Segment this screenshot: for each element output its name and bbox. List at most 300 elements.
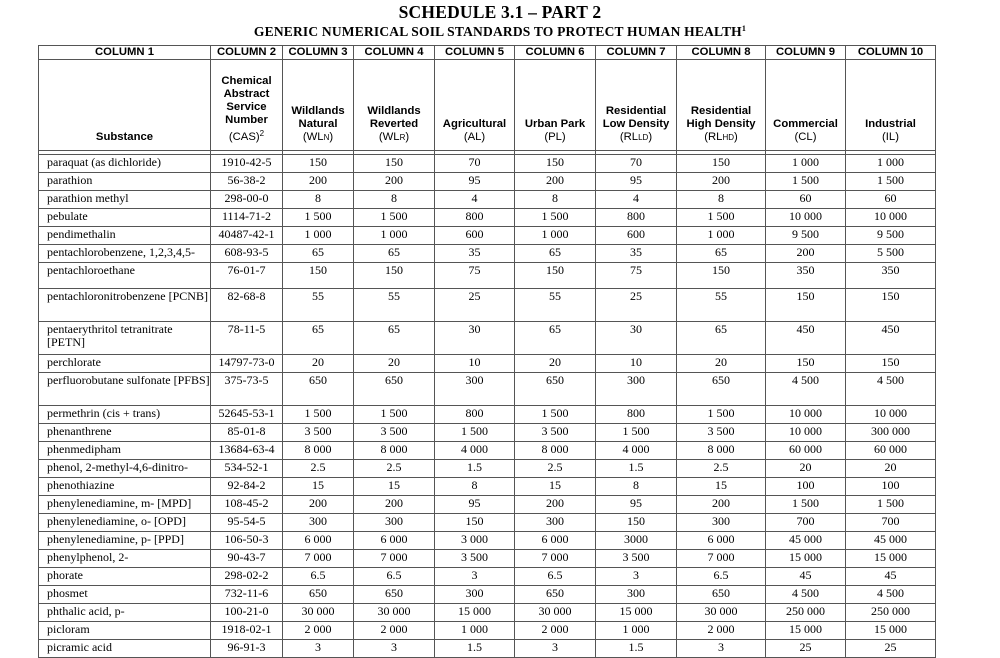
standard-value-al: 3 500 — [435, 550, 515, 568]
header-agricultural — [435, 60, 515, 151]
substance-name: phenylenediamine, m- [MPD] — [39, 496, 211, 514]
subtitle-text: GENERIC NUMERICAL SOIL STANDARDS TO PROTECT HUMAN HEALTH — [253, 24, 742, 39]
abbr-close: ) — [648, 131, 653, 143]
standard-value-wln: 8 — [283, 191, 354, 209]
standard-value-wln: 200 — [283, 496, 354, 514]
standard-value-rlld: 25 — [596, 289, 677, 322]
standard-value-al: 1.5 — [435, 640, 515, 658]
table-row — [39, 263, 936, 289]
standard-value-rlhd: 6.5 — [677, 568, 766, 586]
column-number-2: COLUMN 2 — [211, 46, 283, 60]
standard-value-wlr: 15 — [354, 478, 435, 496]
standard-value-al: 800 — [435, 406, 515, 424]
header-label: Wildlands Reverted — [367, 105, 421, 130]
standard-value-cl: 60 000 — [766, 442, 846, 460]
standard-value-wln: 200 — [283, 173, 354, 191]
standard-value-cl: 1 000 — [766, 155, 846, 173]
substance-name: pendimethalin — [39, 227, 211, 245]
standard-value-wlr: 8 — [354, 191, 435, 209]
standard-value-rlld: 3000 — [596, 532, 677, 550]
table-row — [39, 496, 936, 514]
cas-number: 608-93-5 — [211, 245, 283, 263]
standard-value-rlld: 1 500 — [596, 424, 677, 442]
standard-value-rlhd: 2 000 — [677, 622, 766, 640]
abbr-close: ) — [734, 131, 738, 143]
table-row — [39, 478, 936, 496]
standard-value-wln: 1 500 — [283, 209, 354, 227]
table-row — [39, 424, 936, 442]
column-number-4: COLUMN 4 — [354, 46, 435, 60]
table-row — [39, 532, 936, 550]
substance-name: perchlorate — [39, 355, 211, 373]
substance-name: phenylenediamine, p- [PPD] — [39, 532, 211, 550]
header-urban-park — [515, 60, 596, 151]
standard-value-al: 8 — [435, 478, 515, 496]
standard-value-cl: 60 — [766, 191, 846, 209]
standard-value-rlld: 300 — [596, 373, 677, 406]
table-row — [39, 568, 936, 586]
cas-number: 13684-63-4 — [211, 442, 283, 460]
standard-value-al: 95 — [435, 173, 515, 191]
table-row — [39, 442, 936, 460]
column-header-row — [39, 60, 936, 151]
header-label: Agricultural — [442, 118, 507, 130]
standard-value-rlld: 3 — [596, 568, 677, 586]
standard-value-il: 60 — [846, 191, 936, 209]
standard-value-il: 350 — [846, 263, 936, 289]
table-row — [39, 322, 936, 355]
standard-value-il: 150 — [846, 289, 936, 322]
header-abbreviation — [354, 131, 434, 144]
standard-value-pl: 650 — [515, 586, 596, 604]
substance-name: pentaerythritol tetranitrate [PETN] — [39, 322, 211, 355]
standard-value-pl: 7 000 — [515, 550, 596, 568]
standard-value-wln: 150 — [283, 263, 354, 289]
abbr-text: (RL — [704, 131, 723, 143]
abbr-text: (WL — [302, 131, 324, 143]
standard-value-al: 4 000 — [435, 442, 515, 460]
standard-value-pl: 65 — [515, 245, 596, 263]
cas-number: 100-21-0 — [211, 604, 283, 622]
column-number-6: COLUMN 6 — [515, 46, 596, 60]
standard-value-wlr: 1 000 — [354, 227, 435, 245]
standard-value-cl: 4 500 — [766, 586, 846, 604]
header-wildlands-natural — [283, 60, 354, 151]
standard-value-cl: 1 500 — [766, 496, 846, 514]
standard-value-al: 800 — [435, 209, 515, 227]
standard-value-pl: 1 000 — [515, 227, 596, 245]
header-abbreviation — [515, 131, 595, 144]
standard-value-rlhd: 7 000 — [677, 550, 766, 568]
standard-value-wlr: 3 500 — [354, 424, 435, 442]
standard-value-rlld: 1.5 — [596, 460, 677, 478]
standard-value-al: 15 000 — [435, 604, 515, 622]
abbr-text: (WL — [378, 131, 400, 143]
substance-name: parathion methyl — [39, 191, 211, 209]
standard-value-il: 10 000 — [846, 209, 936, 227]
standard-value-wlr: 200 — [354, 173, 435, 191]
standard-value-al: 3 000 — [435, 532, 515, 550]
standard-value-al: 600 — [435, 227, 515, 245]
standard-value-rlhd: 55 — [677, 289, 766, 322]
standard-value-wln: 6 000 — [283, 532, 354, 550]
abbr-text: (CAS) — [228, 131, 260, 143]
standard-value-rlld: 300 — [596, 586, 677, 604]
standard-value-al: 25 — [435, 289, 515, 322]
standard-value-cl: 4 500 — [766, 373, 846, 406]
standard-value-wln: 2.5 — [283, 460, 354, 478]
standard-value-wlr: 150 — [354, 155, 435, 173]
substance-name: pentachlorobenzene, 1,2,3,4,5- — [39, 245, 211, 263]
standard-value-cl: 1 500 — [766, 173, 846, 191]
cas-number: 14797-73-0 — [211, 355, 283, 373]
standard-value-pl: 6.5 — [515, 568, 596, 586]
standard-value-rlhd: 150 — [677, 263, 766, 289]
header-cas-number — [211, 60, 283, 151]
standard-value-il: 1 500 — [846, 496, 936, 514]
standard-value-il: 20 — [846, 460, 936, 478]
standard-value-wlr: 6.5 — [354, 568, 435, 586]
cas-number: 92-84-2 — [211, 478, 283, 496]
standard-value-rlld: 1.5 — [596, 640, 677, 658]
standard-value-il: 15 000 — [846, 622, 936, 640]
standard-value-wlr: 2.5 — [354, 460, 435, 478]
cas-number: 96-91-3 — [211, 640, 283, 658]
standard-value-al: 150 — [435, 514, 515, 532]
header-label: Urban Park — [524, 118, 586, 130]
standard-value-pl: 8 000 — [515, 442, 596, 460]
standard-value-al: 10 — [435, 355, 515, 373]
abbr-close: ) — [329, 131, 334, 143]
standard-value-wln: 650 — [283, 586, 354, 604]
standard-value-wln: 1 000 — [283, 227, 354, 245]
table-row — [39, 460, 936, 478]
standard-value-rlhd: 300 — [677, 514, 766, 532]
standard-value-rlhd: 650 — [677, 586, 766, 604]
standard-value-rlhd: 20 — [677, 355, 766, 373]
standard-value-cl: 45 — [766, 568, 846, 586]
standard-value-al: 3 — [435, 568, 515, 586]
standard-value-wln: 8 000 — [283, 442, 354, 460]
standard-value-rlld: 75 — [596, 263, 677, 289]
substance-name: phenylphenol, 2- — [39, 550, 211, 568]
standard-value-pl: 150 — [515, 155, 596, 173]
standard-value-rlld: 30 — [596, 322, 677, 355]
standard-value-rlld: 4 000 — [596, 442, 677, 460]
header-abbreviation — [677, 131, 765, 144]
header-label: Residential High Density — [686, 105, 756, 130]
standard-value-rlld: 3 500 — [596, 550, 677, 568]
standard-value-wln: 1 500 — [283, 406, 354, 424]
table-row — [39, 586, 936, 604]
standard-value-rlld: 10 — [596, 355, 677, 373]
column-number-7: COLUMN 7 — [596, 46, 677, 60]
standard-value-wln: 300 — [283, 514, 354, 532]
standard-value-al: 95 — [435, 496, 515, 514]
standard-value-pl: 150 — [515, 263, 596, 289]
standard-value-il: 4 500 — [846, 586, 936, 604]
standard-value-rlld: 4 — [596, 191, 677, 209]
standard-value-il: 1 500 — [846, 173, 936, 191]
header-commercial — [766, 60, 846, 151]
standard-value-wln: 7 000 — [283, 550, 354, 568]
header-label: Commercial — [773, 118, 838, 130]
standard-value-al: 4 — [435, 191, 515, 209]
standard-value-cl: 45 000 — [766, 532, 846, 550]
abbr-text: (CL) — [794, 131, 817, 143]
standard-value-wlr: 200 — [354, 496, 435, 514]
standard-value-cl: 200 — [766, 245, 846, 263]
table-row — [39, 173, 936, 191]
schedule-subtitle — [0, 24, 1000, 40]
abbr-subscript: N — [323, 133, 330, 142]
cas-number: 76-01-7 — [211, 263, 283, 289]
header-residential-high-density — [677, 60, 766, 151]
substance-name: picloram — [39, 622, 211, 640]
table-row — [39, 622, 936, 640]
standard-value-wln: 65 — [283, 322, 354, 355]
cas-number: 1918-02-1 — [211, 622, 283, 640]
cas-number: 106-50-3 — [211, 532, 283, 550]
substance-name: pentachloronitrobenzene [PCNB] — [39, 289, 211, 322]
header-abbreviation — [283, 131, 353, 144]
standard-value-wln: 65 — [283, 245, 354, 263]
header-abbreviation — [846, 131, 935, 144]
standard-value-wlr: 1 500 — [354, 406, 435, 424]
cas-number: 90-43-7 — [211, 550, 283, 568]
standard-value-il: 15 000 — [846, 550, 936, 568]
substance-name: pebulate — [39, 209, 211, 227]
header-abbreviation — [211, 127, 282, 144]
standard-value-cl: 450 — [766, 322, 846, 355]
cas-number: 1114-71-2 — [211, 209, 283, 227]
cas-number: 375-73-5 — [211, 373, 283, 406]
standard-value-al: 1.5 — [435, 460, 515, 478]
cas-number: 78-11-5 — [211, 322, 283, 355]
table-row — [39, 604, 936, 622]
standard-value-wln: 650 — [283, 373, 354, 406]
schedule-title: SCHEDULE 3.1 – PART 2 — [398, 2, 602, 22]
standard-value-wln: 6.5 — [283, 568, 354, 586]
standard-value-al: 300 — [435, 373, 515, 406]
standard-value-al: 30 — [435, 322, 515, 355]
standard-value-rlhd: 15 — [677, 478, 766, 496]
standard-value-il: 9 500 — [846, 227, 936, 245]
standard-value-il: 450 — [846, 322, 936, 355]
standard-value-rlhd: 200 — [677, 496, 766, 514]
header-wildlands-reverted — [354, 60, 435, 151]
standard-value-rlld: 1 000 — [596, 622, 677, 640]
standard-value-rlhd: 1 000 — [677, 227, 766, 245]
standard-value-al: 300 — [435, 586, 515, 604]
standard-value-rlhd: 65 — [677, 322, 766, 355]
substance-name: pentachloroethane — [39, 263, 211, 289]
standard-value-rlld: 95 — [596, 173, 677, 191]
standard-value-rlld: 150 — [596, 514, 677, 532]
standard-value-cl: 250 000 — [766, 604, 846, 622]
cas-number: 732-11-6 — [211, 586, 283, 604]
column-number-5: COLUMN 5 — [435, 46, 515, 60]
header-abbreviation — [766, 131, 845, 144]
standard-value-pl: 3 500 — [515, 424, 596, 442]
standard-value-pl: 15 — [515, 478, 596, 496]
standard-value-al: 35 — [435, 245, 515, 263]
standard-value-rlhd: 8 — [677, 191, 766, 209]
standard-value-il: 45 — [846, 568, 936, 586]
abbr-text: (PL) — [544, 131, 566, 143]
column-number-8: COLUMN 8 — [677, 46, 766, 60]
standard-value-rlhd: 1 500 — [677, 406, 766, 424]
standard-value-rlld: 600 — [596, 227, 677, 245]
cas-number: 108-45-2 — [211, 496, 283, 514]
standard-value-rlld: 8 — [596, 478, 677, 496]
abbr-subscript: HD — [722, 133, 734, 142]
standard-value-wlr: 30 000 — [354, 604, 435, 622]
standard-value-wln: 55 — [283, 289, 354, 322]
standard-value-wlr: 650 — [354, 373, 435, 406]
standard-value-pl: 2.5 — [515, 460, 596, 478]
table-row — [39, 640, 936, 658]
header-label: Residential Low Density — [602, 105, 670, 130]
standard-value-pl: 55 — [515, 289, 596, 322]
cas-number: 1910-42-5 — [211, 155, 283, 173]
standard-value-pl: 30 000 — [515, 604, 596, 622]
table-row — [39, 227, 936, 245]
standard-value-cl: 10 000 — [766, 424, 846, 442]
standard-value-wlr: 650 — [354, 586, 435, 604]
substance-name: permethrin (cis + trans) — [39, 406, 211, 424]
table-row — [39, 355, 936, 373]
standard-value-il: 250 000 — [846, 604, 936, 622]
standard-value-pl: 1 500 — [515, 406, 596, 424]
soil-standards-table — [38, 45, 936, 658]
cas-number: 82-68-8 — [211, 289, 283, 322]
standard-value-cl: 700 — [766, 514, 846, 532]
standard-value-cl: 15 000 — [766, 550, 846, 568]
standard-value-wlr: 3 — [354, 640, 435, 658]
standard-value-wlr: 8 000 — [354, 442, 435, 460]
substance-name: phenol, 2-methyl-4,6-dinitro- — [39, 460, 211, 478]
standard-value-wln: 150 — [283, 155, 354, 173]
standard-value-cl: 15 000 — [766, 622, 846, 640]
substance-name: picramic acid — [39, 640, 211, 658]
standard-value-pl: 20 — [515, 355, 596, 373]
standard-value-rlhd: 65 — [677, 245, 766, 263]
header-label: Industrial — [865, 118, 916, 130]
standard-value-rlld: 800 — [596, 406, 677, 424]
column-number-9: COLUMN 9 — [766, 46, 846, 60]
table-row — [39, 550, 936, 568]
standard-value-il: 60 000 — [846, 442, 936, 460]
standard-value-wlr: 6 000 — [354, 532, 435, 550]
standard-value-wlr: 1 500 — [354, 209, 435, 227]
header-residential-low-density — [596, 60, 677, 151]
standard-value-il: 10 000 — [846, 406, 936, 424]
cas-number: 298-00-0 — [211, 191, 283, 209]
abbr-subscript: R — [399, 133, 406, 142]
standard-value-il: 300 000 — [846, 424, 936, 442]
abbr-text: (RL — [619, 131, 639, 143]
standard-value-rlhd: 30 000 — [677, 604, 766, 622]
standard-value-wlr: 65 — [354, 322, 435, 355]
standard-value-pl: 6 000 — [515, 532, 596, 550]
abbr-close: ) — [405, 131, 410, 143]
table-body — [39, 155, 936, 658]
standard-value-wlr: 300 — [354, 514, 435, 532]
standard-value-rlhd: 6 000 — [677, 532, 766, 550]
standard-value-al: 1 500 — [435, 424, 515, 442]
standard-value-rlld: 35 — [596, 245, 677, 263]
substance-name: phenylenediamine, o- [OPD] — [39, 514, 211, 532]
standard-value-rlld: 70 — [596, 155, 677, 173]
standard-value-pl: 2 000 — [515, 622, 596, 640]
column-number-10: COLUMN 10 — [846, 46, 936, 60]
standard-value-wlr: 20 — [354, 355, 435, 373]
standard-value-wln: 30 000 — [283, 604, 354, 622]
table-row — [39, 245, 936, 263]
abbr-text: (IL) — [882, 131, 899, 143]
column-number-1: COLUMN 1 — [39, 46, 211, 60]
substance-name: perfluorobutane sulfonate [PFBS] — [39, 373, 211, 406]
cas-number: 85-01-8 — [211, 424, 283, 442]
standard-value-rlhd: 8 000 — [677, 442, 766, 460]
table-row — [39, 514, 936, 532]
standard-value-pl: 8 — [515, 191, 596, 209]
standard-value-cl: 100 — [766, 478, 846, 496]
header-industrial — [846, 60, 936, 151]
header-abbreviation — [596, 131, 676, 144]
substance-name: phthalic acid, p- — [39, 604, 211, 622]
header-label: Substance — [95, 131, 154, 143]
cas-number: 298-02-2 — [211, 568, 283, 586]
standard-value-cl: 20 — [766, 460, 846, 478]
standard-value-cl: 9 500 — [766, 227, 846, 245]
standard-value-rlhd: 150 — [677, 155, 766, 173]
standard-value-il: 25 — [846, 640, 936, 658]
standard-value-cl: 10 000 — [766, 406, 846, 424]
standard-value-pl: 300 — [515, 514, 596, 532]
table-row — [39, 209, 936, 227]
standard-value-wln: 15 — [283, 478, 354, 496]
standard-value-rlhd: 1 500 — [677, 209, 766, 227]
substance-name: phorate — [39, 568, 211, 586]
cas-number: 40487-42-1 — [211, 227, 283, 245]
subtitle-footnote: 1 — [741, 24, 747, 33]
standard-value-il: 1 000 — [846, 155, 936, 173]
standard-value-pl: 65 — [515, 322, 596, 355]
standard-value-wln: 20 — [283, 355, 354, 373]
header-label: Chemical Abstract Service Number — [221, 75, 272, 126]
standard-value-pl: 1 500 — [515, 209, 596, 227]
abbr-subscript: LD — [638, 133, 649, 142]
standard-value-pl: 200 — [515, 496, 596, 514]
cas-number: 534-52-1 — [211, 460, 283, 478]
standard-value-cl: 350 — [766, 263, 846, 289]
standard-value-pl: 650 — [515, 373, 596, 406]
standard-value-il: 100 — [846, 478, 936, 496]
standard-value-rlhd: 3 500 — [677, 424, 766, 442]
standard-value-il: 150 — [846, 355, 936, 373]
header-abbreviation — [435, 131, 514, 144]
header-footnote: 2 — [259, 129, 265, 138]
standard-value-al: 1 000 — [435, 622, 515, 640]
substance-name: phenanthrene — [39, 424, 211, 442]
table-row — [39, 373, 936, 406]
cas-number: 95-54-5 — [211, 514, 283, 532]
standard-value-al: 75 — [435, 263, 515, 289]
standard-value-wln: 3 500 — [283, 424, 354, 442]
standard-value-cl: 10 000 — [766, 209, 846, 227]
